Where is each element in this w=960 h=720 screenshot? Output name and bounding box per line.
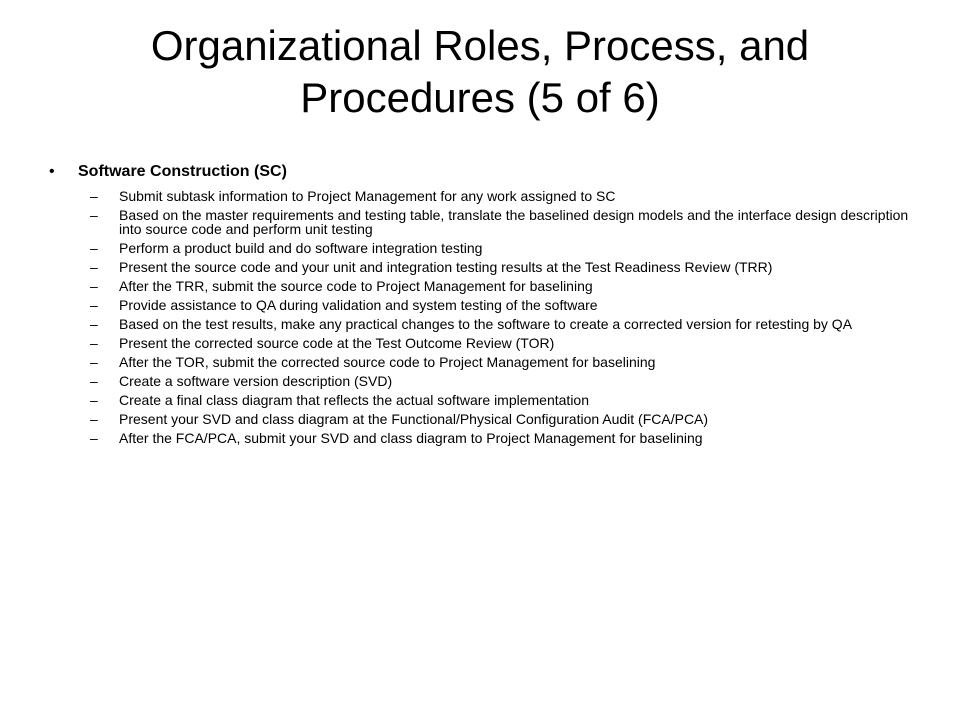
list-item-text: Create a software version description (SVD)	[119, 373, 393, 389]
list-item	[0, 189, 960, 203]
list-item	[0, 336, 960, 350]
list-item-text: Present the corrected source code at the Test Outcome Review (TOR)	[119, 335, 555, 351]
dash-icon: –	[90, 354, 98, 370]
list-item	[0, 279, 960, 293]
dash-icon: –	[90, 278, 98, 294]
dash-icon: –	[90, 207, 98, 223]
section-heading	[0, 162, 960, 182]
list-item-text: Present the source code and your unit and integration testing results at the Test Readiness Review (TRR)	[119, 259, 773, 275]
slide-title-line-1: Organizational Roles, Process, and	[150, 22, 810, 69]
list-item	[0, 374, 960, 388]
list-item-text: Based on the test results, make any practical changes to the software to create a corrected version for retesting by QA	[119, 316, 853, 332]
list-item	[0, 393, 960, 407]
list-item	[0, 412, 960, 426]
list-item-text: After the FCA/PCA, submit your SVD and class diagram to Project Management for baselining	[119, 430, 703, 446]
dash-icon: –	[90, 392, 98, 408]
list-item-text: Provide assistance to QA during validation and system testing of the software	[119, 297, 598, 313]
list-item-text: Submit subtask information to Project Management for any work assigned to SC	[119, 188, 616, 204]
list-item	[0, 298, 960, 312]
list-item	[0, 208, 960, 236]
dash-icon: –	[90, 430, 98, 446]
dash-icon: –	[90, 411, 98, 427]
slide-body	[0, 162, 960, 450]
list-item-text: Based on the master requirements and testing table, translate the baselined design models and the interface design description into source code and perform unit testing	[119, 207, 909, 237]
dash-icon: –	[90, 316, 98, 332]
list-item-text: Perform a product build and do software integration testing	[119, 240, 483, 256]
list-item	[0, 317, 960, 331]
section-heading-text: Software Construction (SC)	[78, 163, 287, 180]
list-item-text: Create a final class diagram that reflects the actual software implementation	[119, 392, 590, 408]
list-item	[0, 241, 960, 255]
slide-title-line-2: Procedures (5 of 6)	[300, 74, 660, 121]
dash-icon: –	[90, 259, 98, 275]
list-item	[0, 431, 960, 445]
slide-title	[40, 20, 920, 124]
dash-icon: –	[90, 297, 98, 313]
dash-icon: –	[90, 188, 98, 204]
dash-icon: –	[90, 240, 98, 256]
list-item-text: Present your SVD and class diagram at the Functional/Physical Configuration Audit (FCA/PCA)	[119, 411, 709, 427]
task-list	[0, 189, 960, 445]
list-item	[0, 260, 960, 274]
dash-icon: –	[90, 335, 98, 351]
list-item	[0, 355, 960, 369]
list-item-text: After the TRR, submit the source code to Project Management for baselining	[119, 278, 593, 294]
list-item-text: After the TOR, submit the corrected source code to Project Management for baselining	[119, 354, 656, 370]
dash-icon: –	[90, 373, 98, 389]
bullet-icon: •	[49, 163, 55, 180]
